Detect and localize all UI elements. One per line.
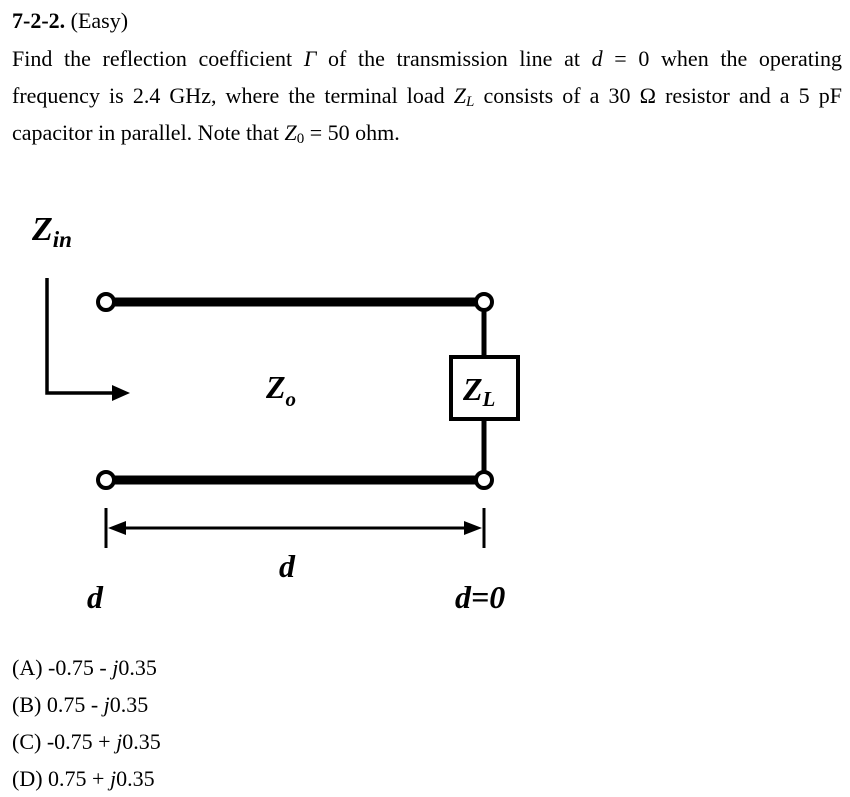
gamma-symbol: Γ — [303, 46, 317, 71]
statement-line-1: Find the reflection coefficient Γ of the transmission line at d = 0 when the operating — [12, 46, 842, 71]
terminal-bottom-right — [476, 472, 492, 488]
problem-difficulty: (Easy) — [70, 8, 129, 33]
choice-c[interactable]: (C) -0.75 + j0.35 — [12, 729, 161, 754]
zl-symbol: Z — [453, 83, 467, 108]
choice-d[interactable]: (D) 0.75 + j0.35 — [12, 766, 155, 791]
d-length-label: d — [279, 548, 295, 584]
statement-line-2: frequency is 2.4 GHz, where the terminal load $Z_L$ consists of a 30 Ω resistor and a 5 pF — [12, 83, 842, 110]
problem-statement — [12, 40, 842, 151]
terminal-top-left — [98, 294, 114, 310]
choice-b[interactable]: (B) 0.75 - j0.35 — [12, 692, 149, 717]
zl-label: ZL — [463, 371, 496, 411]
z0-symbol: Z — [284, 120, 297, 145]
choice-a[interactable]: (A) -0.75 - j0.35 — [12, 655, 157, 680]
dim-arrowhead-right — [464, 521, 482, 535]
problem-number: 7-2-2. — [12, 8, 66, 33]
answer-choices — [12, 649, 161, 797]
d-symbol: d — [591, 46, 603, 71]
terminal-top-right — [476, 294, 492, 310]
zin-label: $Z_{in}$ — [32, 211, 72, 252]
transmission-line-diagram — [0, 190, 850, 610]
terminal-bottom-left — [98, 472, 114, 488]
statement-line-3: capacitor in parallel. Note that $Z_0 = 50$ ohm. — [12, 120, 400, 147]
d-zero-label: d=0 — [455, 579, 506, 610]
zin-arrowhead — [112, 385, 130, 401]
dim-arrowhead-left — [108, 521, 126, 535]
problem-header — [12, 6, 128, 36]
d-left-label: d — [87, 579, 103, 610]
zo-label: $Z_o$ — [266, 369, 297, 411]
